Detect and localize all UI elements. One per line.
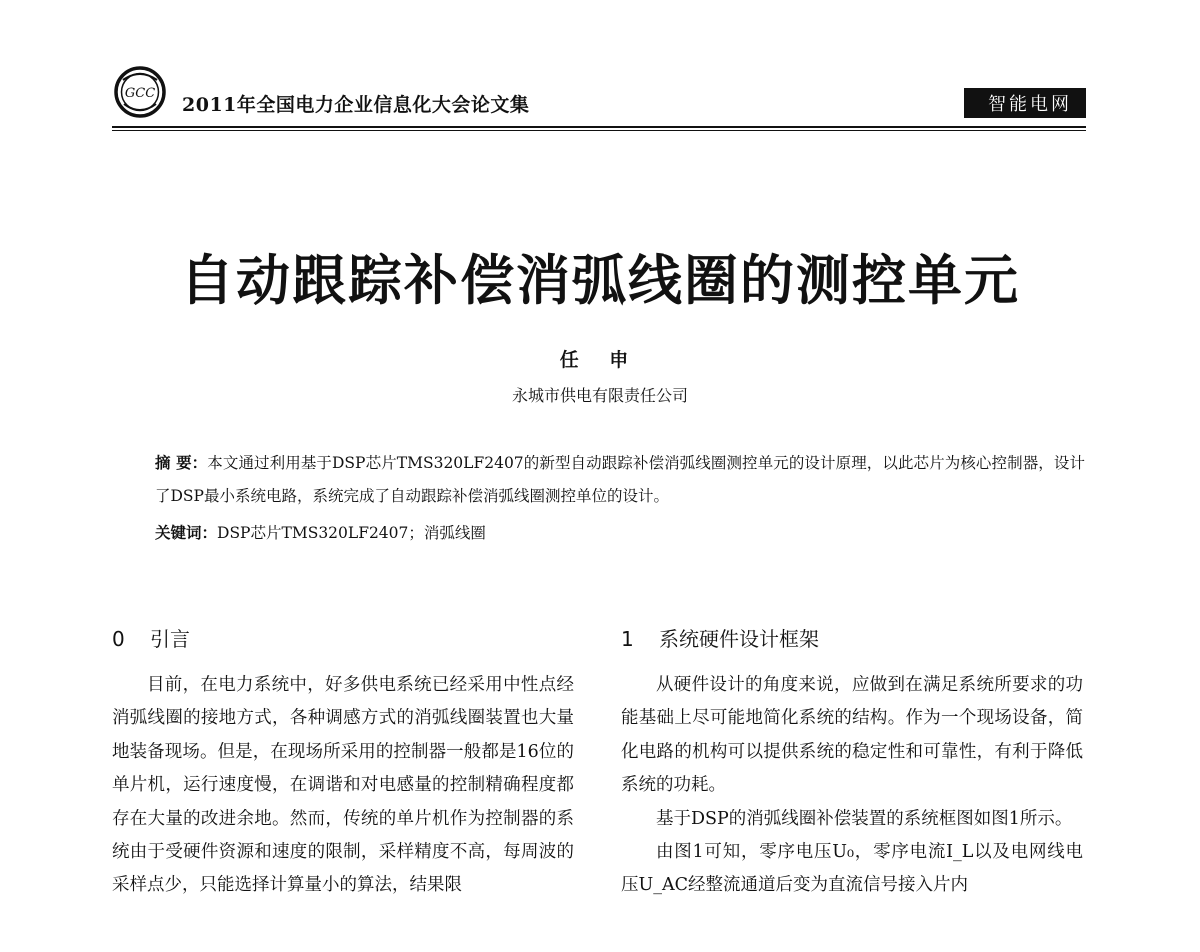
- section-title: 系统硬件设计框架: [659, 627, 819, 651]
- section-number: 1: [621, 627, 634, 651]
- header-rule: [112, 126, 1086, 128]
- abstract: [155, 446, 1085, 513]
- abstract-text: 本文通过利用基于DSP芯片TMS320LF2407的新型自动跟踪补偿消弧线圈测控单元的设计原理，以此芯片为核心控制器，设计了DSP最小系统电路，系统完成了自动跟踪补偿消弧线圈测控单位的设计。: [155, 454, 1085, 505]
- page-header: [112, 60, 1086, 130]
- paper-title: 自动跟踪补偿消弧线圈的测控单元: [180, 248, 1020, 312]
- keywords: [155, 516, 1085, 550]
- proceedings-title: 2011年全国电力企业信息化大会论文集: [182, 94, 530, 116]
- left-column: [112, 622, 574, 903]
- author-affiliation: 永城市供电有限责任公司: [511, 386, 688, 405]
- section-number: 0: [112, 627, 125, 651]
- logo-text: GCC: [124, 86, 156, 101]
- header-rule-thin: [112, 130, 1086, 131]
- body-paragraph: 目前，在电力系统中，好多供电系统已经采用中性点经消弧线圈的接地方式，各种调感方式的消弧线圈装置也大量地装备现场。但是，在现场所采用的控制器一般都是16位的单片机，运行速度慢，在调谐和对电感量的控制精确程度都存在大量的改进余地。然而，传统的单片机作为控制器的系统由于受硬件资源和速度的限制，采样精度不高，每周波的采样点少，只能选择计算量小的算法，结果限: [112, 675, 574, 896]
- body-paragraph: 由图1可知，零序电压U₀，零序电流I_L以及电网线电压U_AC经整流通道后变为直流信号接入片内: [621, 842, 1083, 896]
- section-badge: 智能电网: [964, 88, 1086, 118]
- abstract-label: 摘 要：: [155, 453, 208, 472]
- section-heading-hardware: [621, 622, 1083, 656]
- body-paragraph: 从硬件设计的角度来说，应做到在满足系统所要求的功能基础上尽可能地简化系统的结构。作为一个现场设备，简化电路的机构可以提供系统的稳定性和可靠性，有利于降低系统的功耗。: [621, 675, 1083, 796]
- section-heading-introduction: [112, 622, 574, 656]
- conference-logo-icon: [114, 66, 166, 118]
- right-column: [621, 622, 1083, 903]
- body-paragraph: 基于DSP的消弧线圈补偿装置的系统框图如图1所示。: [656, 808, 1073, 829]
- keywords-label: 关键词：: [155, 523, 218, 542]
- author-name: 任 申: [559, 349, 641, 371]
- section-title: 引言: [150, 627, 190, 651]
- keywords-text: DSP芯片TMS320LF2407；消弧线圈: [217, 524, 486, 542]
